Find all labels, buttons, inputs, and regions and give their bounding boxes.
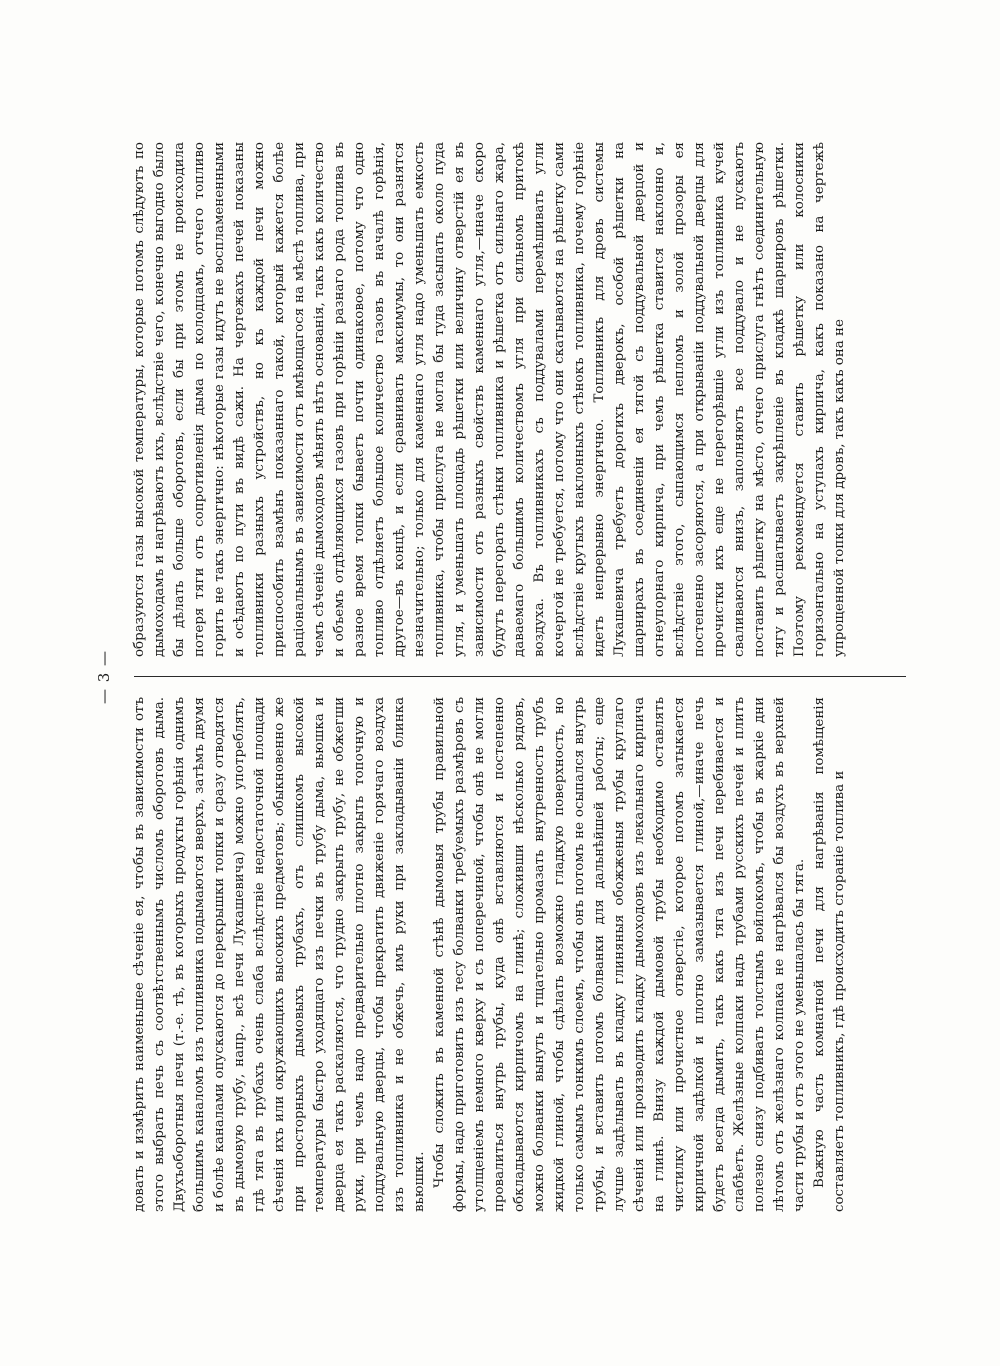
- left-paragraph-1: довать и измѣрить наименьшее сѣченіе ея, чтобы въ зависимости отъ этого выбрать печь съ соотвѣтственнымъ числомъ оборотовъ дыма. Двухъоборотныя печи (т.-е. тѣ, въ которыхъ продукты горѣнія однимъ большимъ каналомъ изъ топливника подымаются вверхъ, затѣмъ двумя и болѣе каналами опускаются до перекрышки топки и сразу отводятся въ дымовую трубу, напр., всѣ печи Лукашевича) можно употреблять, гдѣ тяга въ трубахъ очень слаба вслѣдствіе недостаточной площади сѣченія ихъ или окружающихъ высокихъ предметовъ; обыкновенно же при просторныхъ дымовыхъ трубахъ, отъ слишкомъ высокой температуры быстро уходящаго изъ печки въ трубу дыма, вьюшка и дверца ея такъ раскаляются, что трудно закрыть трубу, не обжегши руки, при чемъ надо предварительно плотно закрыть топочную и поддувальную дверцы, чтобы прекратить движеніе горячаго воздуха изъ топливника и не обжечь, имъ руки при закладываніи блинка вьюшки.: [132, 697, 427, 1212]
- left-column: [130, 697, 910, 1212]
- right-column: [130, 142, 910, 657]
- left-paragraph-3: Важную часть комнатной печи для нагрѣванія помѣщенія составляетъ топливникъ, гдѣ происходитъ сгораніе топлива и: [812, 697, 847, 1212]
- right-paragraph-1: образуются газы высокой температуры, которые потомъ слѣдуютъ по дымоходамъ и нагрѣваютъ ихъ, вслѣдствіе чего, конечно выгодно было бы дѣлать больше оборотовъ, если бы при этомъ не происходила потеря тяги отъ сопротивленія дыма по колодцамъ, отчего топливо горитъ не такъ энергично: нѣкоторые газы идутъ не воспламененными и осѣдаютъ по пути въ видѣ сажи. На чертежахъ печей показаны топливники разныхъ устройствъ, но къ каждой печи можно приспособить взамѣнъ показаннаго такой, который кажется болѣе раціональнымъ въ зависимости отъ имѣющагося на мѣстѣ топлива, при чемъ сѣченіе дымоходовъ мѣнять нѣтъ основанія, такъ какъ количество и объемъ отдѣляющихся газовъ при горѣніи разнаго рода топлива въ разное время топки бываетъ почти одинаковое, потому что одно топливо отдѣляетъ большое количество газовъ въ началѣ горѣнія, другое—въ концѣ, и если сравнивать максимумы, то они разнятся незначительно; только для каменнаго угля надо уменьшать емкость топливника, чтобы прислуга не могла бы туда засыпать около пуда угля, и уменьшать площадь рѣшетки или величину отверстій ея въ зависимости отъ разныхъ свойствъ каменнаго угля,—иначе скоро будутъ перегорать стѣнки топливника и рѣшетка отъ сильнаго жара, даваемаго большимъ количествомъ угля при сильномъ притокѣ воздуха. Въ топливникахъ съ поддувалами перемѣшивать угли кочергой не требуется, потому что они скатываются на рѣшетку сами вслѣдствіе крутыхъ наклонныхъ стѣнокъ топливника, почему горѣніе идетъ непрерывно энергично. Топливникъ для дровъ системы Лукашевича требуетъ дорогихъ дверокъ, особой рѣшетки на шарнирахъ въ соединеніи ея тягой съ поддувальной дверцой и огнеупорнаго кирпича, при чемъ рѣшетка ставится наклонно и, вслѣдствіе этого, сыпающимся пепломъ и золой прозоры ея постепенно засоряются, а при открываніи поддувальной дверцы для прочистки ихъ еще не перегорѣвшіе угли изъ топливника кучей сваливаются внизъ, заполняютъ все поддувало и не пускаютъ поставить рѣшетку на мѣсто, отчего прислуга гнѣтъ соединительную тягу и расшатываетъ закрѣпленіе въ кладкѣ шарнировъ рѣшетки. Поэтому рекомендуется ставить рѣшетку или колосники горизонтально на уступахъ кирпича, какъ показано на чертежѣ упрощенной топки для дровъ, такъ какъ она не: [132, 142, 847, 657]
- text-columns: [130, 142, 910, 1212]
- column-divider: [134, 676, 906, 677]
- page-number: — 3 —: [95, 649, 113, 705]
- rotated-page-content: [92, 142, 912, 1212]
- left-paragraph-2: Чтобы сложить въ каменной стѣнѣ дымовыя трубы правильной формы, надо приготовить изъ тесу болванки требуемыхъ размѣровъ съ утолщеніемъ немного кверху и съ поперечиной, чтобы онѣ не могли провалиться внутрь трубы, куда онѣ вставляются и постепенно обкладываются кирпичомъ на глинѣ; сложивши нѣсколько рядовъ, можно болванки вынуть и тщательно промазать внутренность трубъ жидкой глиной, чтобы сдѣлать возможно гладкую поверхность, но только самымъ тонкимъ слоемъ, чтобы онъ потомъ не осыпался внутрь трубы, и вставить потомъ болванки для дальнѣйшей работы; еще лучше задѣлывать въ кладку глиняныя обожженыя трубы круглаго сѣченія или производить кладку дымоходовъ изъ лекальнаго кирпича на глинѣ. Внизу каждой дымовой трубы необходимо оставлять чистилку или прочистное отверстіе, которое потомъ затыкается кирпичной задѣлкой и плотно замазывается глиной,—иначе печь будетъ всегда дымить, такъ какъ тяга изъ печи перебивается и слабѣетъ. Желѣзные колпаки надъ трубами русскихъ печей и плитъ полезно снизу подбивать толстымъ войлокомъ, чтобы въ жаркіе дни лѣтомъ отъ желѣзнаго колпака не нагрѣвался бы воздухъ въ верхней части трубы и отъ этого не уменьшалась бы тяга.: [432, 697, 807, 1212]
